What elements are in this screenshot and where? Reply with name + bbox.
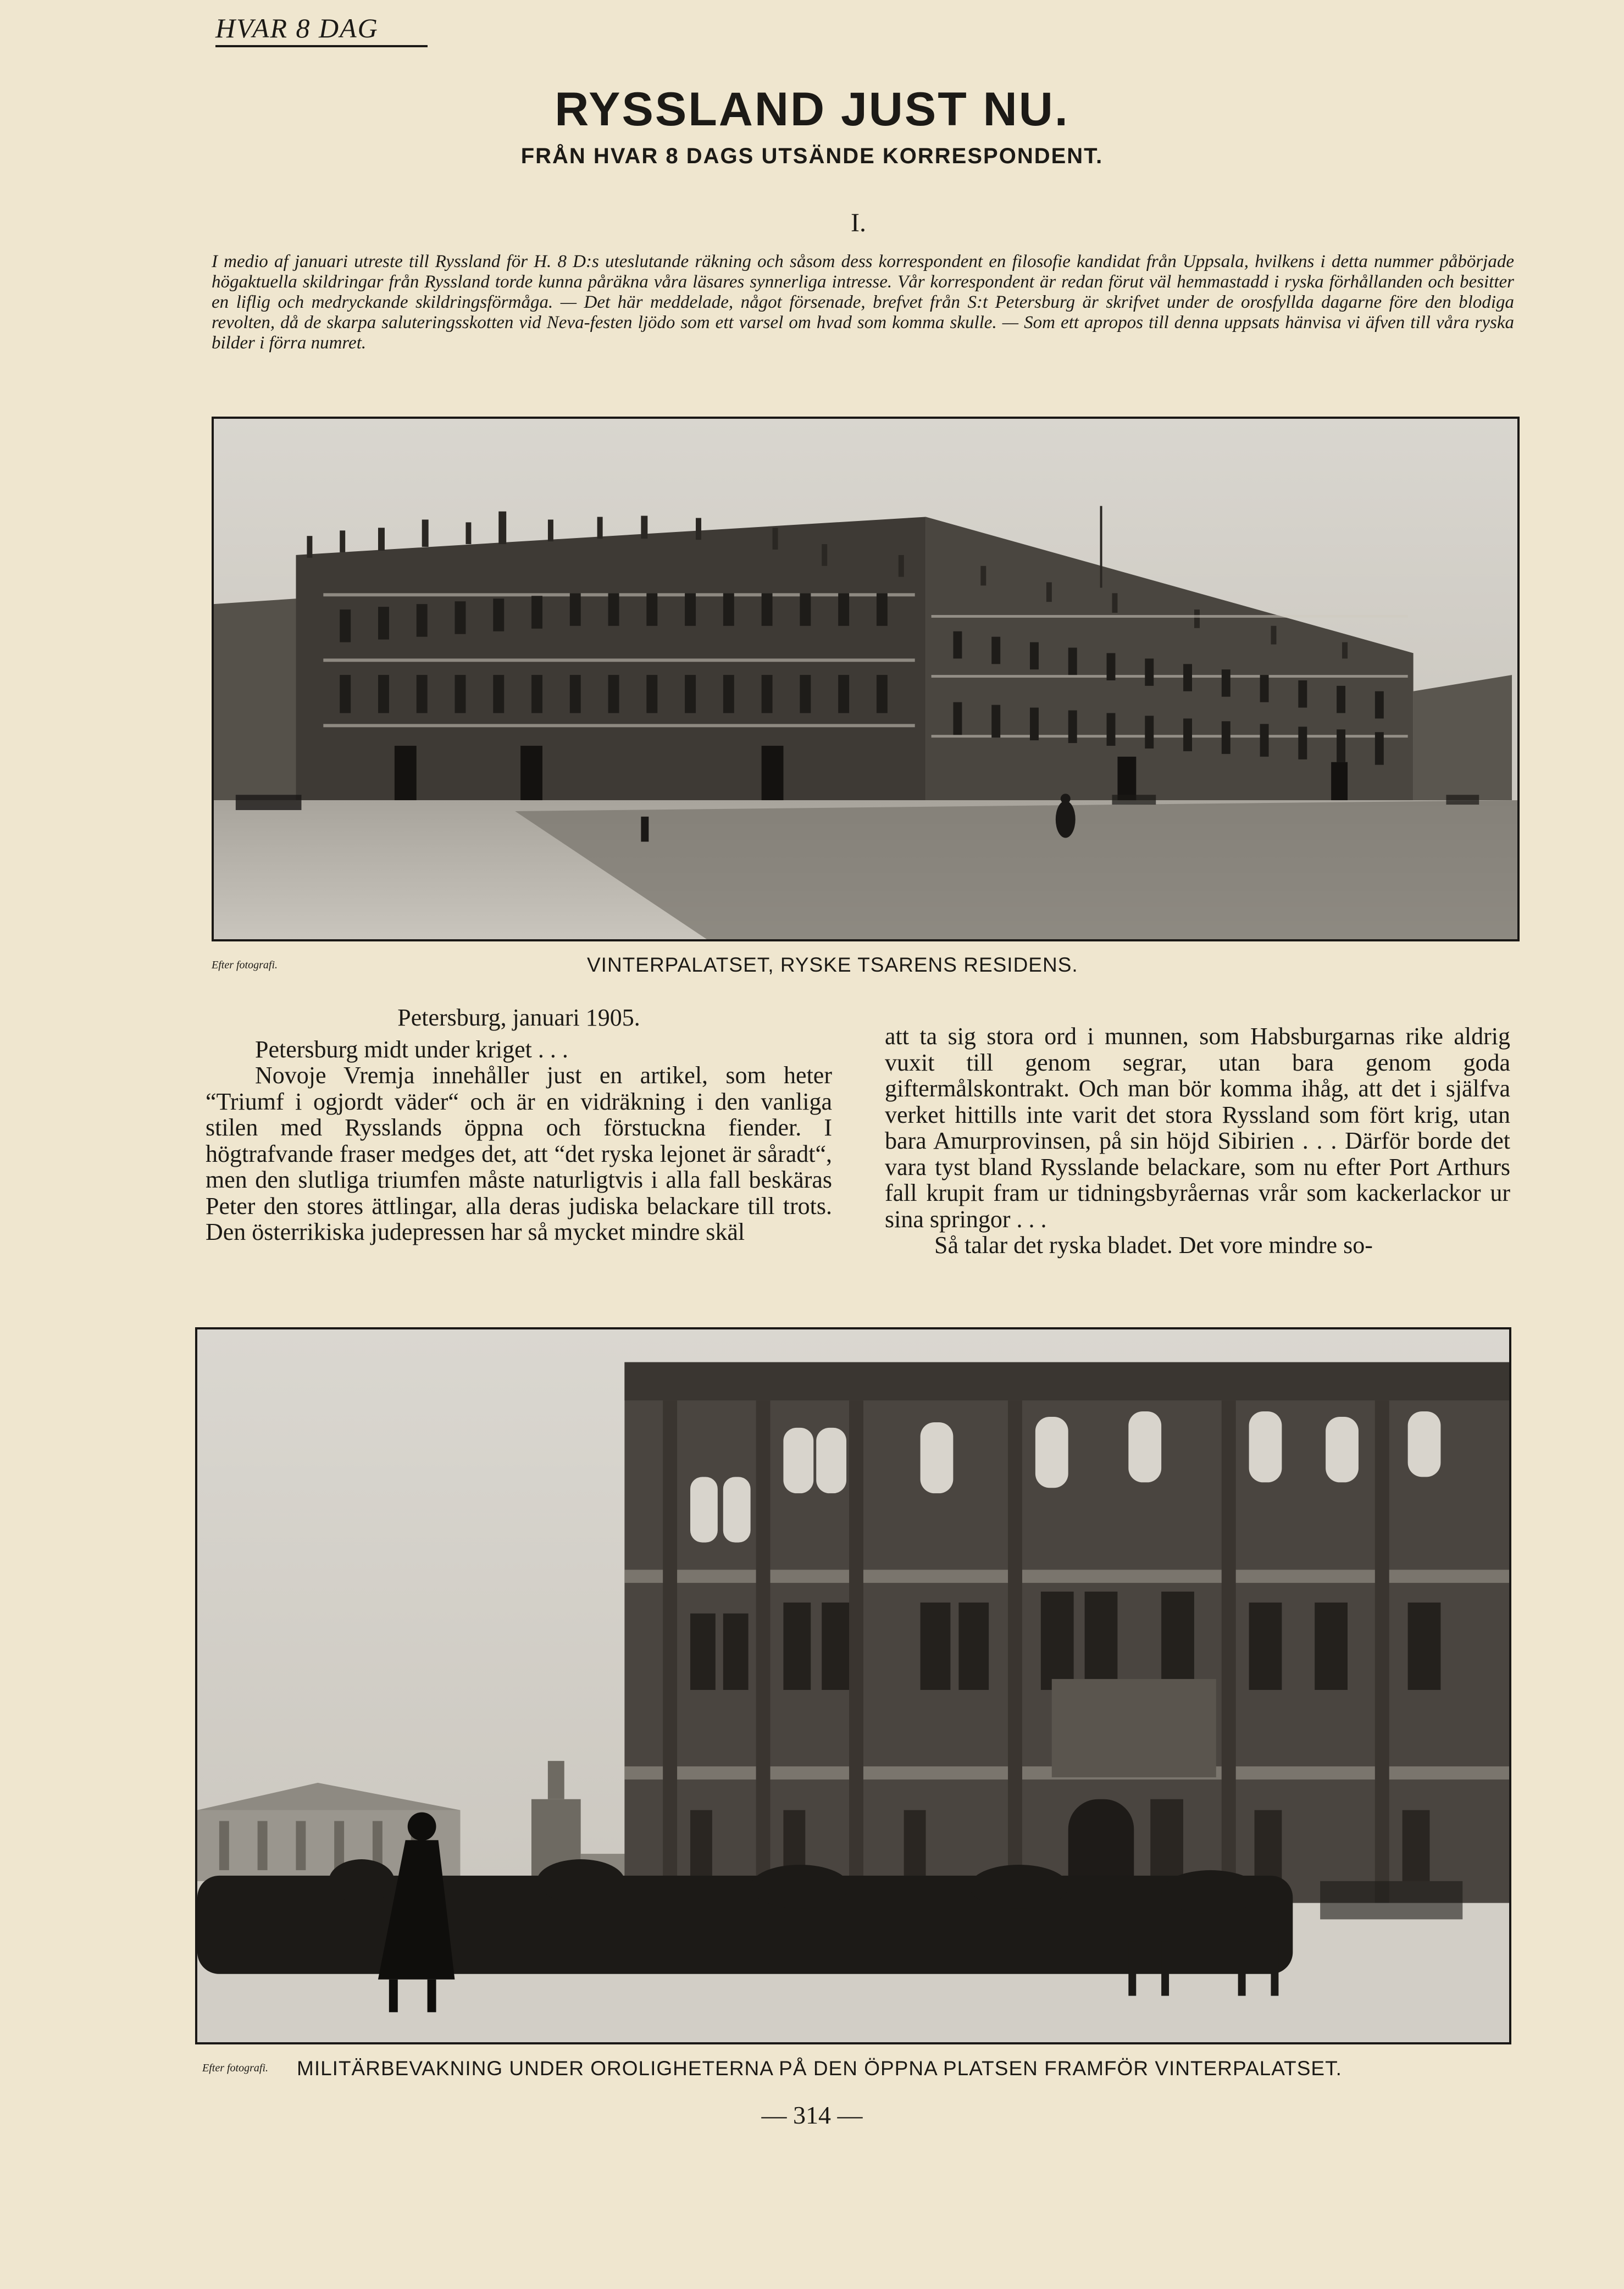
photo-credit: Efter fotografi. — [202, 2062, 268, 2074]
running-head-rule — [215, 45, 428, 47]
running-head: HVAR 8 DAG — [215, 13, 379, 43]
dateline: Petersburg, januari 1905. — [397, 1004, 640, 1031]
page-number: — 314 — — [761, 2101, 863, 2129]
winter-palace-photo — [212, 417, 1520, 941]
paragraph: Så talar det ryska bladet. Det vore mindre so- — [934, 1232, 1373, 1259]
editorial-intro: I medio af januari utreste till Ryssland för H. 8 D:s uteslutande räkning och såsom dess korrespondent en filosofie kandidat från Uppsala, hvilkens i detta nummer påbörjade högaktuella skildringar från Ryssland torde kunna påräkna våra läsares synnerliga intresse. Vår korrespondent är redan förut väl hemmastadd i ryska förhållanden och besitter en liflig och medryckande skildringsförmåga. — Det här meddelade, något försenade, brefvet från S:t Petersburg är skrifvet under de orosfyllda dagarne före den blodiga revolten, då de skarpa saluteringsskotten vid Neva-festen ljödo som ett varsel om hvad som komma skulle. — Som ett apropos till denna uppsats hänvisa vi äfven till våra ryska bilder i förra numret. — [212, 252, 1514, 353]
article-subtitle: FRÅN HVAR 8 DAGS UTSÄNDE KORRESPONDENT. — [520, 144, 1104, 168]
winter-palace-illustration — [214, 419, 1517, 939]
paragraph: att ta sig stora ord i munnen, som Habsburgarnas rike aldrig vuxit till genom segrar, utan bara genom goda giftermålskontrakt. Och man bör komma ihåg, att det i själfva verket hittills inte varit det stora Ryssland som fört krig, utan bara Amurprovinsen, på sin höjd Sibirien . . . Därför borde det vara tyst bland Rysslande belackare, som nu efter Port Arthurs fall krupit fram ur tidningsbyråernas vrår som kackerlackor ur sina springor . . . — [885, 1023, 1510, 1233]
paragraph: Novoje Vremja innehåller just en artikel, som heter “Triumf i ogjordt väder“ och är en vidräkning i den vanliga stilen med Rysslands öppna och förstuckna fiender. I högtrafvande fraser medges det, att “det ryska lejonet är såradt“, men den slutliga triumfen måste naturligtvis i alla fall beskäras Peter den stores ättlingar, alla deras judiska belackare till trots. Den österrikiska judepressen har så mycket mindre skäl — [206, 1062, 832, 1245]
article-column-right — [885, 1023, 1510, 1259]
article-title: RYSSLAND JUST NU. — [555, 83, 1069, 136]
military-guard-illustration — [197, 1329, 1509, 2042]
photo-caption: VINTERPALATSET, RYSKE TSARENS RESIDENS. — [587, 954, 1078, 976]
photo-caption: MILITÄRBEVAKNING UNDER OROLIGHETERNA PÅ DEN ÖPPNA PLATSEN FRAMFÖR VINTERPALATSET. — [297, 2057, 1342, 2080]
paragraph: Petersburg midt under kriget . . . — [255, 1035, 568, 1063]
photo-credit: Efter fotografi. — [212, 959, 278, 971]
section-number: I. — [851, 208, 866, 237]
military-guard-photo — [195, 1327, 1511, 2044]
article-column-left — [206, 1005, 832, 1245]
